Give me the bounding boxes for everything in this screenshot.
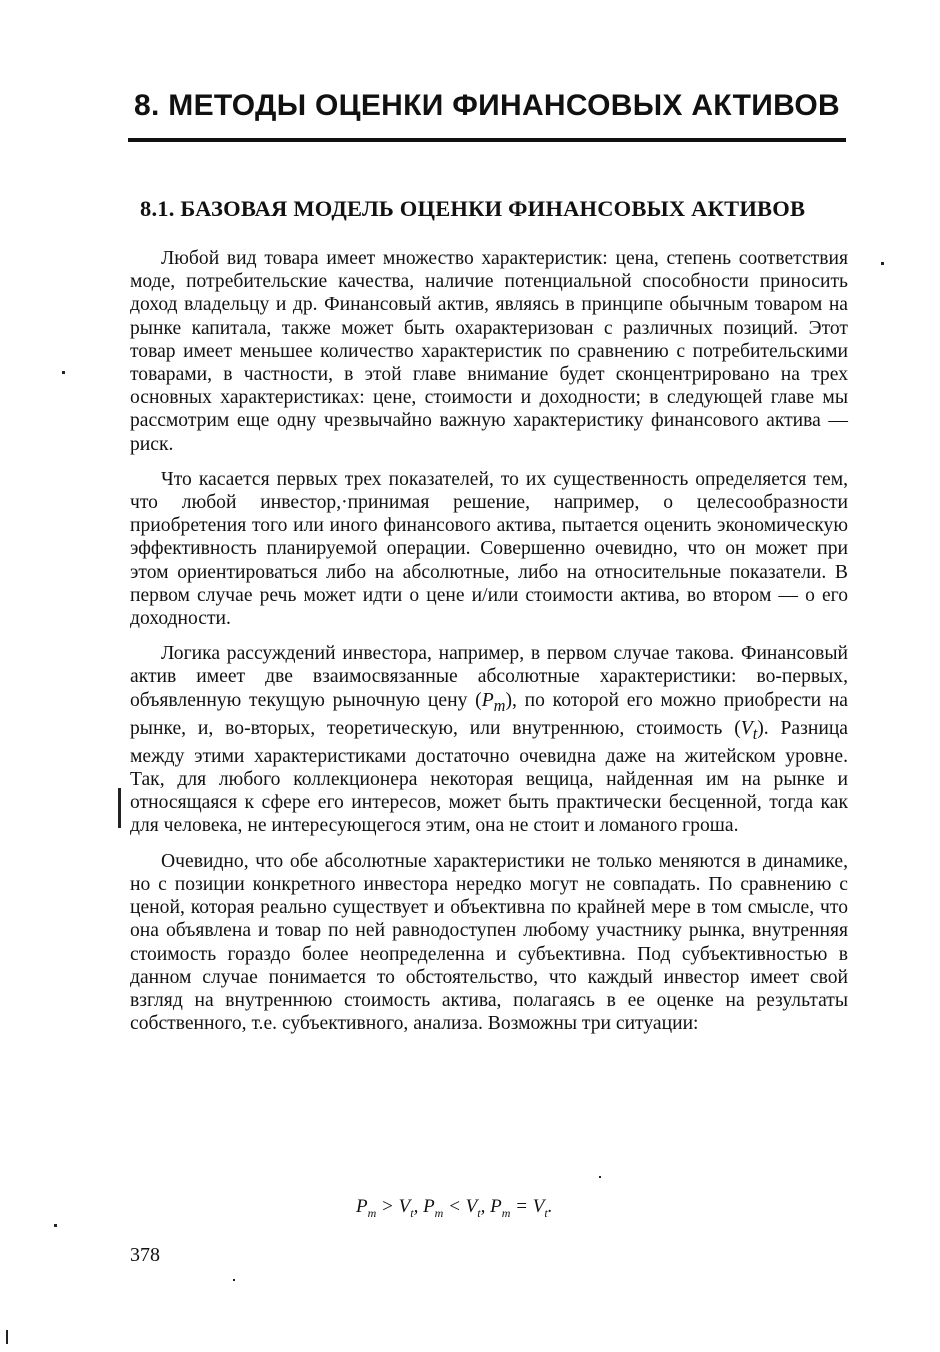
- intrinsic-value-symbol: $V_t$: [740, 717, 758, 743]
- body-text: [130, 247, 848, 1047]
- section-title: 8.1. БАЗОВАЯ МОДЕЛЬ ОЦЕНКИ ФИНАНСОВЫХ АКТИВОВ: [140, 196, 806, 221]
- scan-mark-bottom: [6, 1330, 8, 1344]
- paragraph-4: Очевидно, что обе абсолютные характеристики не только меняются в динамике, но с позиции конкретного инвестора нередко могут не совпадать. По сравнению с ценой, которая реально существует и объективна по крайней мере в том смысле, что она объявлена и товар по ней равнодоступен любому участнику рынка, внутренняя стоимость гораздо более неопределенна и субъективна. Под субъективностью в данном случае понимается то обстоятельство, что каждый инвестор имеет свой взгляд на внутреннюю стоимость актива, полагаясь в ее оценке на результаты собственного, т.е. субъективного, анализа. Возможны три ситуации:: [130, 850, 848, 1035]
- paragraph-3: [130, 642, 848, 837]
- scan-mark-left-bar: [118, 788, 121, 828]
- paragraph-2: Что касается первых трех показателей, то их существенность определяется тем, что любой инвестор,·принимая решение, например, о целесообразности приобретения того или иного финансового актива, пытается оценить экономическую эффективность планируемой операции. Совершенно очевидно, что он может при этом ориентироваться либо на абсолютные, либо на относительные показатели. В первом случае речь может идти о цене и/или стоимости актива, во втором — о его доходности.: [130, 468, 848, 630]
- scan-speck: [62, 371, 65, 374]
- formula-three-situations: $P_m > V_t$, $P_m < V_t$, $P_m = V_t$.: [356, 1196, 553, 1220]
- scan-speck: [54, 1224, 57, 1227]
- paragraph-3-part-2: ), по которой его можно приобрести на рынке, и, во-вторых, теоретическую, или внутреннюю, стоимость (: [130, 689, 849, 739]
- scan-speck: [599, 1176, 601, 1178]
- paragraph-3-part-1: Логика рассуждений инвестора, например, в первом случае такова. Финансовый актив имеет две взаимосвязанные абсолютные характеристики: во-первых, объявленную текущую рыночную цену (: [130, 643, 848, 711]
- scan-speck: [881, 262, 884, 265]
- chapter-rule: [128, 138, 846, 142]
- page-number: 378: [130, 1244, 160, 1266]
- paragraph-1: Любой вид товара имеет множество характеристик: цена, степень соответствия моде, потребительские качества, наличие потенциальной способности приносить доход владельцу и др. Финансовый актив, являясь в принципе обычным товаром на рынке капитала, также может быть охарактеризован с различных позиций. Этот товар имеет меньшее количество характеристик по сравнению с потребительскими товарами, в частности, в этой главе внимание будет сконцентрировано на трех основных характеристиках: цене, стоимости и доходности; в следующей главе мы рассмотрим еще одну чрезвычайно важную характеристику финансового актива — риск.: [130, 248, 848, 455]
- paragraph-3-part-3: ). Разница между этими характеристиками достаточно очевидна даже на житейском уровне. Так, для любого коллекционера некоторая вещица, найденная им на рынке и относящаяся к сфере его интересов, может быть практически бесценной, тогда как для человека, не интересующегося этим, она не стоит и ломаного гроша.: [130, 717, 848, 837]
- scan-speck: [233, 1279, 235, 1281]
- chapter-title: 8. МЕТОДЫ ОЦЕНКИ ФИНАНСОВЫХ АКТИВОВ: [134, 89, 840, 122]
- market-price-symbol: $P_m$: [481, 689, 506, 715]
